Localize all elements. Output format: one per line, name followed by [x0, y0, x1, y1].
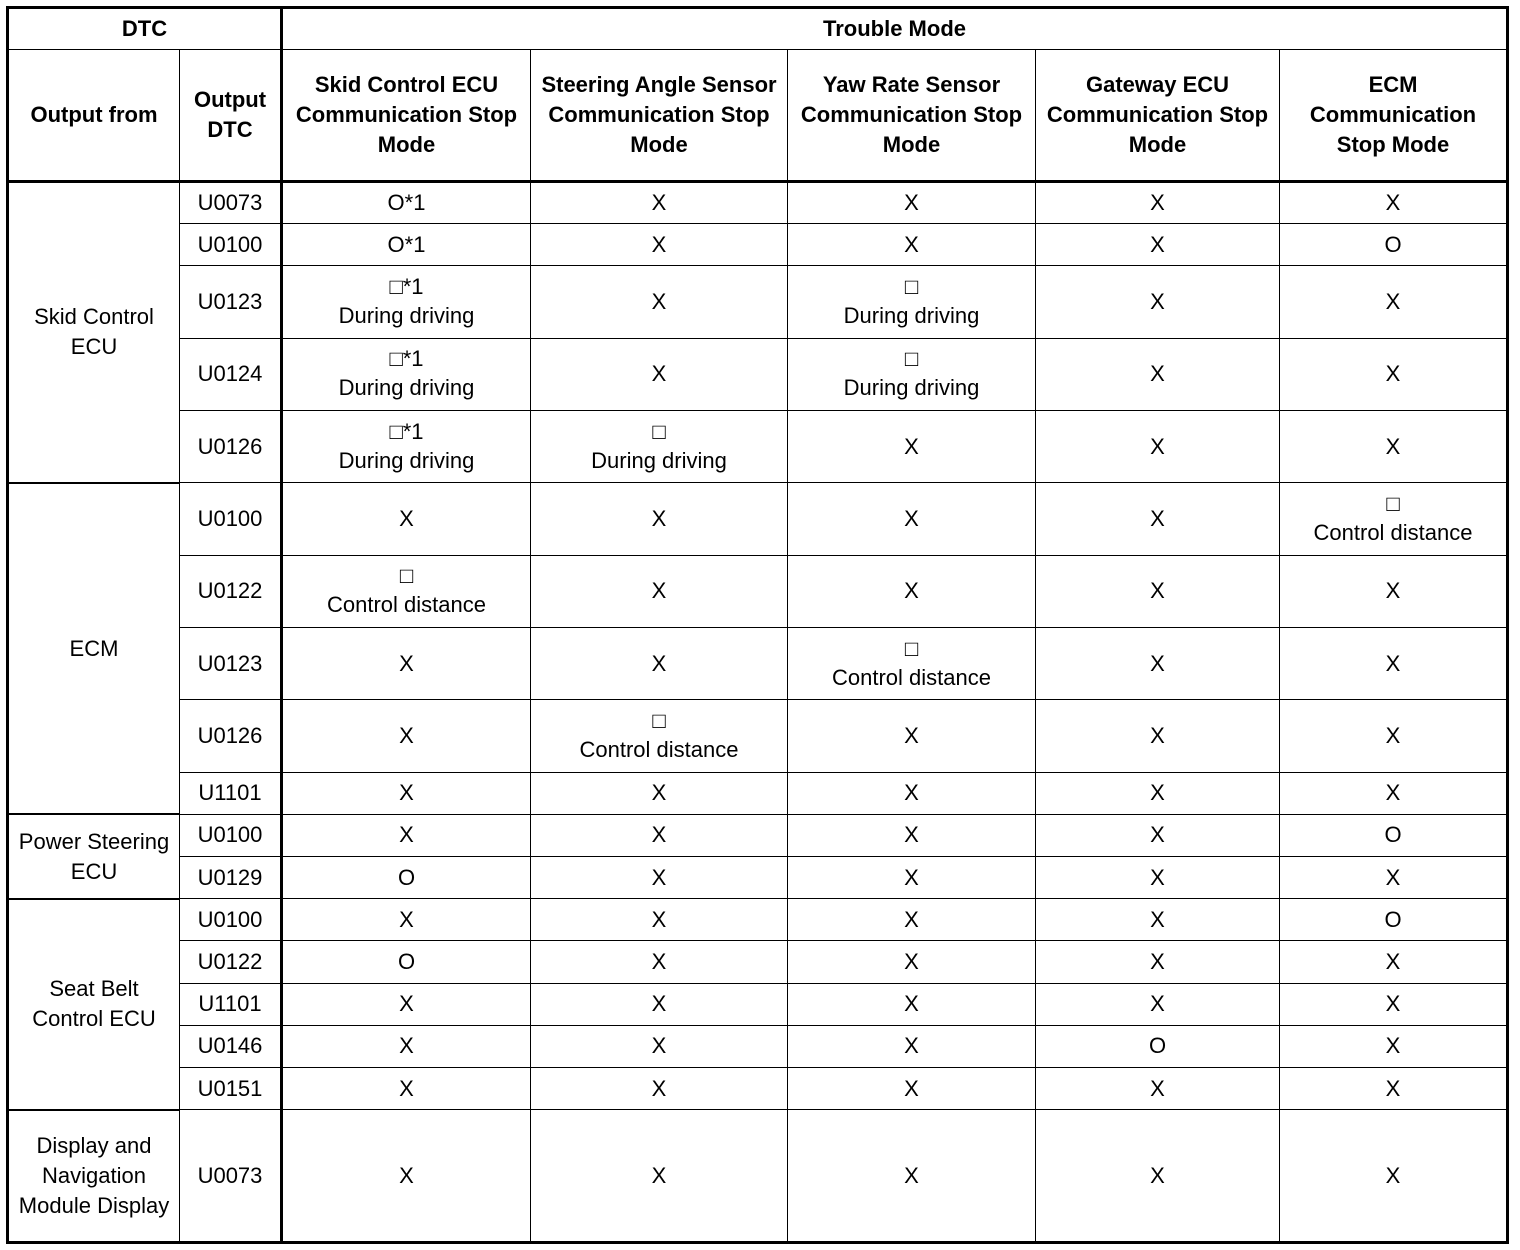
- mode-cell-skid-control-ecu: [282, 483, 531, 555]
- status-symbol: X: [1150, 723, 1165, 748]
- output-dtc-cell: U0123: [180, 266, 282, 338]
- mode-cell-skid-control-ecu: [282, 983, 531, 1025]
- status-symbol: X: [1150, 650, 1165, 676]
- condition-note: Control distance: [1313, 520, 1473, 546]
- mode-header-yaw-rate-sensor: Yaw Rate Sensor Communication Stop Mode: [788, 50, 1036, 182]
- status-symbol: X: [1385, 1033, 1401, 1059]
- condition-note: During driving: [338, 303, 475, 329]
- mode-cell-ecm: [1280, 483, 1508, 555]
- status-symbol: X: [651, 1162, 667, 1188]
- mode-cell-ecm: [1280, 1067, 1508, 1109]
- status-symbol: □*1: [389, 346, 424, 372]
- condition-note: During driving: [843, 303, 980, 329]
- mode-cell-gateway-ecu: [1036, 1110, 1280, 1243]
- mode-cell-yaw-rate-sensor: [788, 411, 1036, 483]
- mode-cell-yaw-rate-sensor: [788, 224, 1036, 266]
- mode-cell-steering-angle-sensor: [531, 266, 788, 338]
- condition-note: During driving: [591, 447, 727, 473]
- status-symbol: X: [1385, 433, 1401, 459]
- mode-cell-yaw-rate-sensor: [788, 814, 1036, 856]
- condition-note: During driving: [338, 447, 475, 473]
- status-symbol: X: [904, 864, 919, 890]
- status-symbol: O: [1384, 906, 1402, 932]
- mode-cell-steering-angle-sensor: [531, 814, 788, 856]
- mode-cell-gateway-ecu: [1036, 941, 1280, 983]
- status-symbol: X: [904, 906, 919, 932]
- table-row: [8, 411, 1508, 483]
- mode-header-skid-control-ecu: Skid Control ECU Communication Stop Mode: [282, 50, 531, 182]
- mode-cell-skid-control-ecu: [282, 941, 531, 983]
- status-symbol: X: [1385, 723, 1401, 748]
- status-symbol: X: [651, 190, 667, 216]
- status-symbol: X: [904, 822, 919, 848]
- status-symbol: □: [1386, 491, 1400, 517]
- mode-cell-steering-angle-sensor: [531, 628, 788, 700]
- status-symbol: X: [651, 1075, 667, 1101]
- status-symbol: X: [399, 650, 414, 676]
- output-dtc-cell: U0100: [180, 814, 282, 856]
- output-from-cell: Seat Belt Control ECU: [8, 899, 180, 1110]
- table-row: [8, 224, 1508, 266]
- output-dtc-cell: U1101: [180, 983, 282, 1025]
- mode-cell-skid-control-ecu: [282, 1110, 531, 1243]
- status-symbol: X: [651, 864, 667, 890]
- table-row: [8, 772, 1508, 814]
- table-row: [8, 899, 1508, 941]
- mode-cell-steering-angle-sensor: [531, 224, 788, 266]
- table-row: [8, 628, 1508, 700]
- mode-cell-steering-angle-sensor: [531, 338, 788, 410]
- mode-cell-ecm: [1280, 1110, 1508, 1243]
- mode-cell-gateway-ecu: [1036, 899, 1280, 941]
- output-dtc-cell: U0146: [180, 1025, 282, 1067]
- mode-cell-gateway-ecu: [1036, 483, 1280, 555]
- status-symbol: X: [1385, 578, 1401, 604]
- mode-cell-gateway-ecu: [1036, 983, 1280, 1025]
- status-symbol: X: [1150, 506, 1165, 532]
- mode-cell-skid-control-ecu: [282, 1025, 531, 1067]
- output-dtc-cell: U0122: [180, 555, 282, 627]
- mode-cell-skid-control-ecu: [282, 555, 531, 627]
- status-symbol: X: [651, 949, 667, 975]
- status-symbol: X: [1150, 780, 1165, 806]
- table-row: [8, 1025, 1508, 1067]
- mode-header-steering-angle-sensor: Steering Angle Sensor Communication Stop Mode: [531, 50, 788, 182]
- mode-cell-yaw-rate-sensor: [788, 1110, 1036, 1243]
- status-symbol: X: [1150, 822, 1165, 848]
- mode-cell-skid-control-ecu: [282, 700, 531, 772]
- status-symbol: X: [904, 1162, 919, 1188]
- status-symbol: X: [904, 433, 919, 459]
- mode-cell-skid-control-ecu: [282, 182, 531, 224]
- status-symbol: X: [1150, 361, 1165, 387]
- table-row: [8, 1110, 1508, 1243]
- status-symbol: X: [1150, 864, 1165, 890]
- mode-cell-ecm: [1280, 899, 1508, 941]
- status-symbol: X: [1385, 1162, 1401, 1188]
- mode-cell-gateway-ecu: [1036, 857, 1280, 899]
- status-symbol: X: [1150, 433, 1165, 459]
- output-dtc-cell: U1101: [180, 772, 282, 814]
- table-row: [8, 941, 1508, 983]
- mode-cell-steering-angle-sensor: [531, 899, 788, 941]
- trouble-mode-header: Trouble Mode: [282, 8, 1508, 50]
- status-symbol: X: [1150, 1075, 1165, 1101]
- mode-cell-steering-angle-sensor: [531, 772, 788, 814]
- mode-cell-ecm: [1280, 1025, 1508, 1067]
- status-symbol: X: [651, 361, 667, 387]
- status-symbol: □: [652, 708, 666, 733]
- status-symbol: X: [1150, 949, 1165, 975]
- output-dtc-cell: U0100: [180, 224, 282, 266]
- table-row: [8, 182, 1508, 224]
- mode-cell-yaw-rate-sensor: [788, 483, 1036, 555]
- output-from-cell: ECM: [8, 483, 180, 815]
- mode-cell-ecm: [1280, 814, 1508, 856]
- status-symbol: X: [1150, 289, 1165, 315]
- mode-cell-gateway-ecu: [1036, 772, 1280, 814]
- mode-cell-steering-angle-sensor: [531, 700, 788, 772]
- status-symbol: X: [904, 949, 919, 975]
- mode-cell-steering-angle-sensor: [531, 555, 788, 627]
- output-from-cell: Skid Control ECU: [8, 182, 180, 483]
- mode-header-ecm: ECM Communication Stop Mode: [1280, 50, 1508, 182]
- status-symbol: X: [399, 1033, 414, 1059]
- mode-cell-yaw-rate-sensor: [788, 182, 1036, 224]
- status-symbol: X: [399, 780, 414, 806]
- status-symbol: X: [1385, 650, 1401, 676]
- status-symbol: X: [399, 822, 414, 848]
- status-symbol: X: [651, 906, 667, 932]
- status-symbol: O*1: [387, 190, 426, 216]
- status-symbol: X: [904, 723, 919, 748]
- status-symbol: X: [399, 906, 414, 932]
- mode-cell-ecm: [1280, 182, 1508, 224]
- output-dtc-header: Output DTC: [180, 50, 282, 182]
- status-symbol: X: [1150, 991, 1165, 1017]
- status-symbol: X: [651, 289, 667, 315]
- mode-cell-yaw-rate-sensor: [788, 555, 1036, 627]
- status-symbol: X: [651, 822, 667, 848]
- mode-cell-ecm: [1280, 266, 1508, 338]
- condition-note: Control distance: [832, 664, 991, 690]
- table-body: [8, 182, 1508, 1243]
- mode-cell-ecm: [1280, 628, 1508, 700]
- status-symbol: X: [1385, 780, 1401, 806]
- status-symbol: X: [651, 780, 667, 806]
- mode-cell-yaw-rate-sensor: [788, 338, 1036, 410]
- status-symbol: X: [1150, 578, 1165, 604]
- status-symbol: X: [651, 506, 667, 532]
- mode-cell-gateway-ecu: [1036, 1067, 1280, 1109]
- mode-cell-steering-angle-sensor: [531, 857, 788, 899]
- mode-cell-gateway-ecu: [1036, 411, 1280, 483]
- status-symbol: X: [904, 506, 919, 532]
- status-symbol: O: [1148, 1033, 1167, 1059]
- mode-cell-yaw-rate-sensor: [788, 772, 1036, 814]
- output-dtc-cell: U0129: [180, 857, 282, 899]
- mode-cell-steering-angle-sensor: [531, 1110, 788, 1243]
- mode-cell-gateway-ecu: [1036, 338, 1280, 410]
- mode-cell-skid-control-ecu: [282, 772, 531, 814]
- status-symbol: X: [651, 578, 667, 604]
- mode-cell-gateway-ecu: [1036, 224, 1280, 266]
- output-dtc-cell: U0122: [180, 941, 282, 983]
- status-symbol: □: [652, 418, 666, 444]
- mode-cell-skid-control-ecu: [282, 338, 531, 410]
- status-symbol: X: [1385, 949, 1401, 975]
- table-row: [8, 266, 1508, 338]
- status-symbol: X: [904, 1033, 919, 1059]
- output-dtc-cell: U0126: [180, 411, 282, 483]
- status-symbol: O: [1384, 231, 1402, 257]
- status-symbol: X: [1385, 1075, 1401, 1101]
- mode-cell-skid-control-ecu: [282, 266, 531, 338]
- mode-cell-steering-angle-sensor: [531, 411, 788, 483]
- mode-cell-skid-control-ecu: [282, 814, 531, 856]
- mode-cell-gateway-ecu: [1036, 700, 1280, 772]
- dtc-header: DTC: [8, 8, 282, 50]
- mode-cell-ecm: [1280, 772, 1508, 814]
- status-symbol: X: [1150, 231, 1165, 257]
- output-dtc-cell: U0073: [180, 182, 282, 224]
- status-symbol: X: [1385, 190, 1401, 216]
- mode-cell-gateway-ecu: [1036, 628, 1280, 700]
- status-symbol: X: [399, 723, 414, 748]
- status-symbol: X: [904, 578, 919, 604]
- status-symbol: X: [651, 231, 667, 257]
- mode-cell-skid-control-ecu: [282, 224, 531, 266]
- mode-cell-gateway-ecu: [1036, 266, 1280, 338]
- output-from-cell: Display and Navigation Module Display: [8, 1110, 180, 1243]
- output-from-cell: Power Steering ECU: [8, 814, 180, 898]
- mode-cell-skid-control-ecu: [282, 899, 531, 941]
- table-row: [8, 857, 1508, 899]
- status-symbol: X: [904, 991, 919, 1017]
- status-symbol: □: [904, 635, 919, 661]
- status-symbol: X: [1150, 906, 1165, 932]
- status-symbol: X: [904, 190, 919, 216]
- mode-cell-gateway-ecu: [1036, 1025, 1280, 1067]
- table-row: [8, 814, 1508, 856]
- status-symbol: X: [904, 1075, 919, 1101]
- table-row: [8, 983, 1508, 1025]
- table-row: [8, 338, 1508, 410]
- status-symbol: O: [397, 864, 416, 890]
- mode-header-gateway-ecu: Gateway ECU Communication Stop Mode: [1036, 50, 1280, 182]
- status-symbol: X: [1150, 1162, 1165, 1188]
- mode-cell-yaw-rate-sensor: [788, 266, 1036, 338]
- status-symbol: X: [399, 1075, 414, 1101]
- mode-cell-yaw-rate-sensor: [788, 941, 1036, 983]
- mode-cell-ecm: [1280, 941, 1508, 983]
- status-symbol: X: [1385, 289, 1401, 315]
- output-dtc-cell: U0100: [180, 899, 282, 941]
- status-symbol: X: [1385, 991, 1401, 1017]
- condition-note: Control distance: [327, 592, 486, 618]
- mode-cell-steering-angle-sensor: [531, 1025, 788, 1067]
- status-symbol: □: [399, 563, 414, 589]
- output-dtc-cell: U0100: [180, 483, 282, 555]
- mode-cell-steering-angle-sensor: [531, 483, 788, 555]
- mode-cell-steering-angle-sensor: [531, 983, 788, 1025]
- output-dtc-cell: U0124: [180, 338, 282, 410]
- mode-cell-steering-angle-sensor: [531, 941, 788, 983]
- mode-cell-yaw-rate-sensor: [788, 983, 1036, 1025]
- mode-cell-yaw-rate-sensor: [788, 857, 1036, 899]
- mode-cell-ecm: [1280, 983, 1508, 1025]
- condition-note: During driving: [338, 375, 475, 401]
- status-symbol: X: [651, 1033, 667, 1059]
- mode-cell-yaw-rate-sensor: [788, 899, 1036, 941]
- status-symbol: X: [1385, 361, 1401, 387]
- status-symbol: □: [904, 346, 919, 372]
- status-symbol: X: [399, 1162, 414, 1188]
- mode-cell-skid-control-ecu: [282, 628, 531, 700]
- mode-cell-yaw-rate-sensor: [788, 1025, 1036, 1067]
- table-row: [8, 555, 1508, 627]
- status-symbol: X: [399, 991, 414, 1017]
- output-dtc-cell: U0151: [180, 1067, 282, 1109]
- table-row: [8, 483, 1508, 555]
- status-symbol: O: [1384, 822, 1402, 848]
- status-symbol: X: [399, 506, 414, 532]
- status-symbol: X: [904, 780, 919, 806]
- status-symbol: □: [904, 274, 919, 300]
- mode-cell-yaw-rate-sensor: [788, 1067, 1036, 1109]
- status-symbol: X: [1150, 190, 1165, 216]
- mode-cell-skid-control-ecu: [282, 1067, 531, 1109]
- status-symbol: □*1: [389, 418, 424, 444]
- status-symbol: □*1: [389, 274, 424, 300]
- mode-cell-gateway-ecu: [1036, 555, 1280, 627]
- mode-cell-gateway-ecu: [1036, 814, 1280, 856]
- table-row: [8, 700, 1508, 772]
- mode-cell-steering-angle-sensor: [531, 182, 788, 224]
- mode-cell-ecm: [1280, 555, 1508, 627]
- status-symbol: X: [1385, 864, 1401, 890]
- mode-cell-ecm: [1280, 411, 1508, 483]
- mode-cell-ecm: [1280, 857, 1508, 899]
- output-from-header: Output from: [8, 50, 180, 182]
- mode-cell-ecm: [1280, 224, 1508, 266]
- mode-cell-steering-angle-sensor: [531, 1067, 788, 1109]
- mode-cell-yaw-rate-sensor: [788, 700, 1036, 772]
- table-row: [8, 1067, 1508, 1109]
- status-symbol: X: [651, 650, 667, 676]
- status-symbol: O*1: [387, 231, 426, 257]
- mode-cell-skid-control-ecu: [282, 411, 531, 483]
- mode-cell-ecm: [1280, 700, 1508, 772]
- mode-cell-yaw-rate-sensor: [788, 628, 1036, 700]
- status-symbol: X: [651, 991, 667, 1017]
- mode-cell-ecm: [1280, 338, 1508, 410]
- dtc-trouble-mode-table: [6, 6, 1509, 1244]
- mode-cell-skid-control-ecu: [282, 857, 531, 899]
- condition-note: Control distance: [579, 737, 739, 762]
- output-dtc-cell: U0073: [180, 1110, 282, 1243]
- output-dtc-cell: U0123: [180, 628, 282, 700]
- condition-note: During driving: [843, 375, 980, 401]
- output-dtc-cell: U0126: [180, 700, 282, 772]
- status-symbol: X: [904, 231, 919, 257]
- status-symbol: O: [397, 949, 416, 975]
- mode-cell-gateway-ecu: [1036, 182, 1280, 224]
